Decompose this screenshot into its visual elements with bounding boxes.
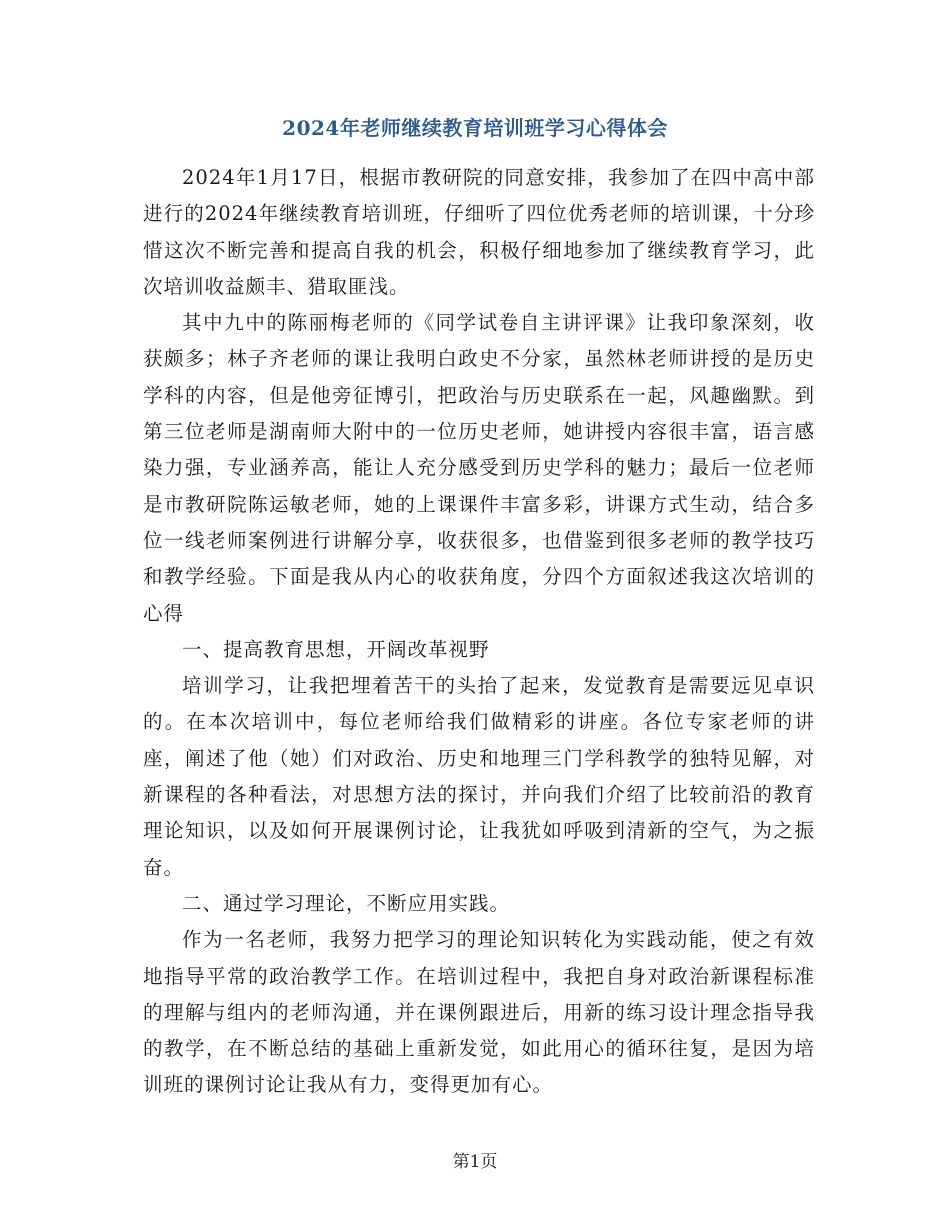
section-heading-1: 一、提高教育思想，开阔改革视野 bbox=[182, 637, 490, 661]
page-number: 第1页 bbox=[452, 1152, 498, 1172]
paragraph-intro: 2024年1月17日，根据市教研院的同意安排，我参加了在四中高中部进行的2024年继续教育培训班，仔细听了四位优秀老师的培训课，十分珍惜这次不断完善和提高自我的机会，积极仔细地参加了继续教育学习，此次培训收益颇丰、猎取匪浅。 bbox=[143, 166, 815, 298]
document-title: 2024年老师继续教育培训班学习心得体会 bbox=[282, 116, 668, 140]
section-heading-2: 二、通过学习理论，不断应用实践。 bbox=[182, 891, 511, 915]
paragraph-section-2: 作为一名老师，我努力把学习的理论知识转化为实践动能，使之有效地指导平常的政治教学工作。在培训过程中，我把自身对政治新课程标准的理解与组内的老师沟通，并在课例跟进后，用新的练习设计理念指导我的教学，在不断总结的基础上重新发觉，如此用心的循环往复，是因为培训班的课例讨论让我从有力，变得更加有心。 bbox=[143, 928, 815, 1097]
document-body bbox=[143, 160, 815, 1104]
paragraph-teachers: 其中九中的陈丽梅老师的《同学试卷自主讲评课》让我印象深刻，收获颇多；林子齐老师的课让我明白政史不分家，虽然林老师讲授的是历史学科的内容，但是他旁征博引，把政治与历史联系在一起，风趣幽默。到第三位老师是湖南师大附中的一位历史老师，她讲授内容很丰富，语言感染力强，专业涵养高，能让人充分感受到历史学科的魅力；最后一位老师是市教研院陈运敏老师，她的上课课件丰富多彩，讲课方式生动，结合多位一线老师案例进行讲解分享，收获很多，也借鉴到很多老师的教学技巧和教学经验。下面是我从内心的收获角度，分四个方面叙述我这次培训的心得 bbox=[143, 311, 815, 625]
paragraph-section-1: 培训学习，让我把埋着苦干的头抬了起来，发觉教育是需要远见卓识的。在本次培训中，每位老师给我们做精彩的讲座。各位专家老师的讲座，阐述了他（她）们对政治、历史和地理三门学科教学的独特见解，对新课程的各种看法，对思想方法的探讨，并向我们介绍了比较前沿的教育理论知识，以及如何开展课例讨论，让我犹如呼吸到清新的空气，为之振奋。 bbox=[143, 674, 815, 879]
